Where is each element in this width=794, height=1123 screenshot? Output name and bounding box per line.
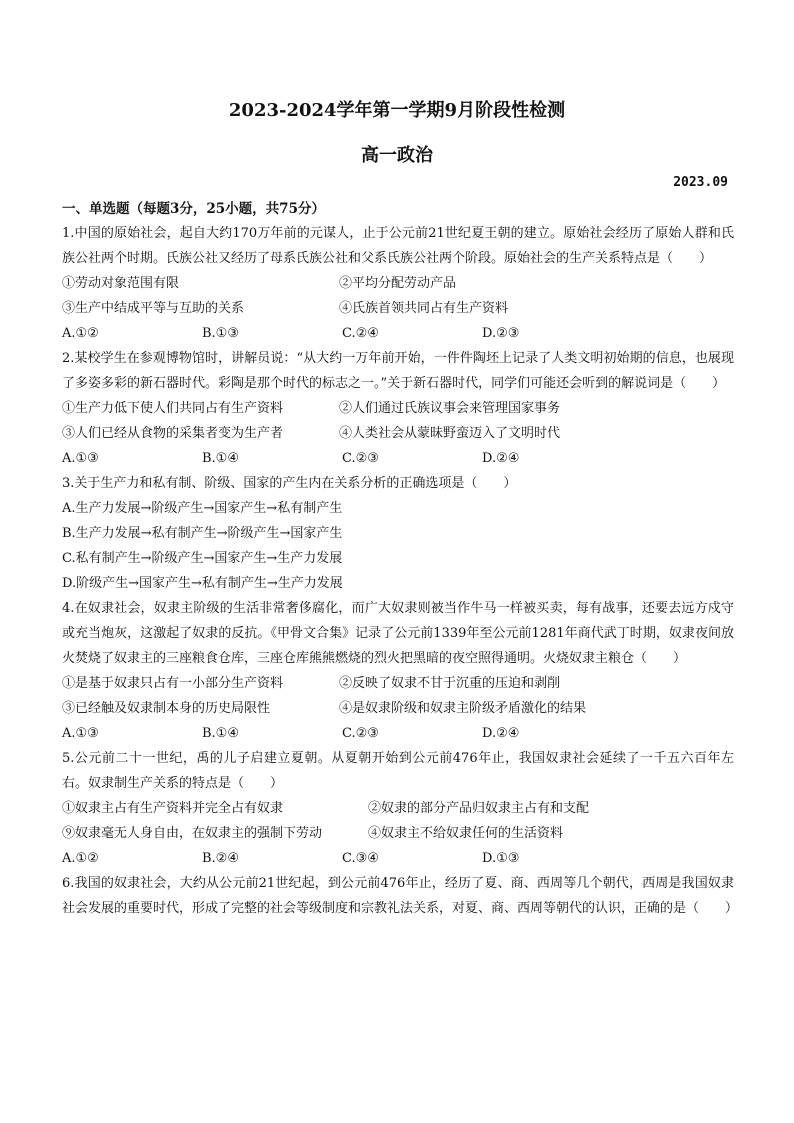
question-stem: 1.中国的原始社会，起自大约170万年前的元谋人，止于公元前21世纪夏王朝的建立。原始社会经历了原始人群和氏族公社两个时期。氏族公社又经历了母系氏族公社和父系氏族公社两个阶段。原始社会的生产关系特点是（ ） [62, 226, 734, 266]
option-b: B.①④ [202, 451, 239, 466]
statement: ①生产力低下使人们共同占有生产资料 [62, 401, 284, 416]
option-row [62, 721, 734, 746]
option-a: A.生产力发展→阶级产生→国家产生→私有制产生 [62, 501, 343, 516]
option-row [62, 846, 734, 871]
question-6 [62, 871, 739, 921]
option-d: D.阶级产生→国家产生→私有制产生→生产力发展 [62, 576, 343, 591]
option-d: D.②③ [482, 326, 520, 341]
option-row [62, 321, 734, 346]
question-2 [62, 346, 734, 471]
statement: ②奴隶的部分产品归奴隶主占有和支配 [368, 801, 590, 816]
question-content [62, 197, 739, 921]
exam-date: 2023.09 [673, 175, 728, 190]
statement: ②人们通过氏族议事会来管理国家事务 [339, 401, 561, 416]
statement: ④人类社会从蒙昧野蛮迈入了文明时代 [339, 426, 561, 441]
option-row [62, 446, 734, 471]
question-1 [62, 221, 734, 346]
page-title: 2023-2024学年第一学期9月阶段性检测 [228, 100, 566, 121]
statement-row [62, 696, 734, 721]
option-a: A.①② [62, 851, 99, 866]
statement-row [62, 271, 734, 296]
option-c: C.私有制产生→阶级产生→国家产生→生产力发展 [62, 551, 343, 566]
option-b: B.①③ [202, 326, 239, 341]
question-stem: 2.某校学生在参观博物馆时，讲解员说：“从大约一万年前开始，一件件陶坯上记录了人类文明初始期的信息，也展现了多姿多彩的新石器时代。彩陶是那个时代的标志之一。”关于新石器时代，同学们可能还会听到的解说词是（ ） [62, 351, 734, 391]
page-subtitle: 高一政治 [361, 145, 433, 166]
statement: ④是奴隶阶级和奴隶主阶级矛盾激化的结果 [339, 701, 587, 716]
option-c: C.②③ [342, 451, 379, 466]
option-a: A.①③ [62, 726, 99, 741]
option-d: D.②④ [482, 451, 520, 466]
statement: ③人们已经从食物的采集者变为生产者 [62, 426, 284, 441]
statement: ④氏族首领共同占有生产资料 [339, 301, 509, 316]
question-stem: 6.我国的奴隶社会，大约从公元前21世纪起，到公元前476年止，经历了夏、商、西周等几个朝代，西周是我国奴隶社会发展的重要时代，形成了完整的社会等级制度和宗教礼法关系，对夏、商、西周等朝代的认识，正确的是（ ） [62, 876, 739, 916]
statement-row [62, 421, 734, 446]
statement: ③生产中结成平等与互助的关系 [62, 301, 245, 316]
option-c: C.②③ [342, 726, 379, 741]
option-a: A.①③ [62, 451, 99, 466]
option-b: B.①④ [202, 726, 239, 741]
statement-row [62, 671, 734, 696]
question-stem: 5.公元前二十一世纪，禹的儿子启建立夏朝。从夏朝开始到公元前476年止，我国奴隶社会延续了一千五六百年左右。奴隶制生产关系的特点是（ ） [62, 751, 734, 791]
option-a: A.①② [62, 326, 99, 341]
statement: ②反映了奴隶不甘于沉重的压迫和剥削 [339, 676, 561, 691]
statement: ③已经触及奴隶制本身的历史局限性 [62, 701, 271, 716]
statement: ⑨奴隶毫无人身自由，在奴隶主的强制下劳动 [62, 826, 323, 841]
option-b: B.②④ [202, 851, 239, 866]
statement-row [62, 296, 734, 321]
question-4 [62, 596, 734, 746]
statement: ④奴隶主不给奴隶任何的生活资料 [368, 826, 564, 841]
statement: ①奴隶主占有生产资料并完全占有奴隶 [62, 801, 284, 816]
statement: ①劳动对象范围有限 [62, 276, 180, 291]
section-heading: 一、单选题（每题3分，25小题，共75分） [62, 201, 325, 217]
statement-row [62, 396, 734, 421]
option-c: C.③④ [342, 851, 379, 866]
statement-row [62, 796, 734, 821]
option-d: D.②④ [482, 726, 520, 741]
question-3 [62, 471, 734, 596]
option-b: B.生产力发展→私有制产生→阶级产生→国家产生 [62, 526, 343, 541]
option-d: D.①③ [482, 851, 520, 866]
question-5 [62, 746, 734, 871]
option-c: C.②④ [342, 326, 379, 341]
question-stem: 3.关于生产力和私有制、阶级、国家的产生内在关系分析的正确选项是（ ） [62, 476, 517, 491]
statement-row [62, 821, 734, 846]
statement: ①是基于奴隶只占有一小部分生产资料 [62, 676, 284, 691]
question-stem: 4.在奴隶社会，奴隶主阶级的生活非常奢侈腐化，而广大奴隶则被当作牛马一样被买卖，每有战事，还要去远方戍守或充当炮灰，这激起了奴隶的反抗。《甲骨文合集》记录了公元前1339年至公元前1281年商代武丁时期，奴隶夜间放火焚烧了奴隶主的三座粮食仓库，三座仓库熊熊燃烧的烈火把黑暗的夜空照得通明。火烧奴隶主粮仓（ ） [62, 601, 734, 666]
statement: ②平均分配劳动产品 [339, 276, 457, 291]
